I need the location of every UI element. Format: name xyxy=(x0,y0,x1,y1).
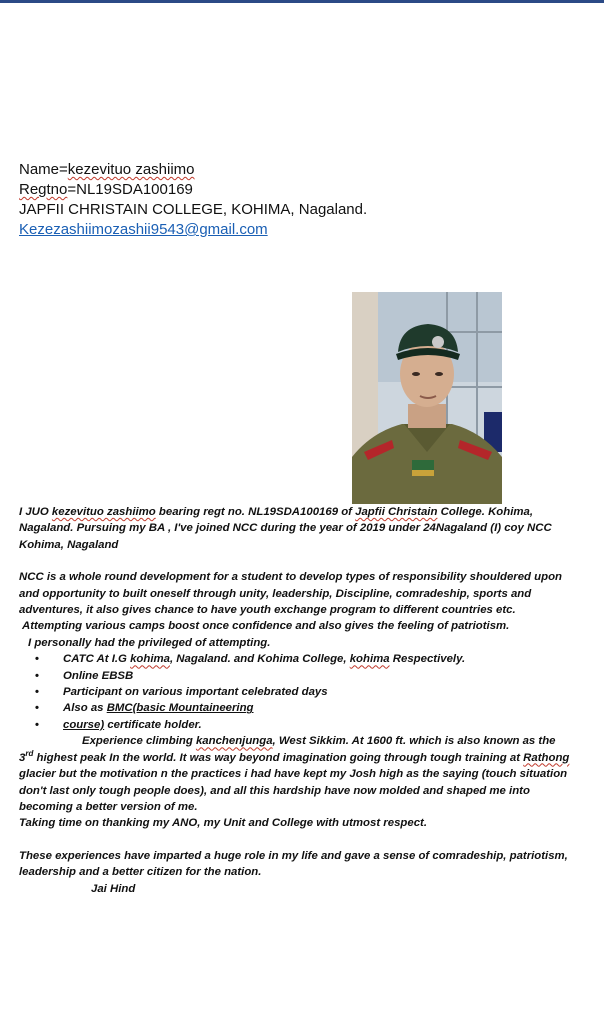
college-line: JAPFII CHRISTAIN COLLEGE, KOHIMA, Nagaland. xyxy=(19,201,368,218)
cadet-photo xyxy=(352,292,502,504)
contact-header xyxy=(19,160,367,240)
name-line: Name=kezevituo zashiimo xyxy=(19,161,195,178)
list-item: • CATC At I.G kohima, Nagaland. and Kohima College, kohima Respectively. xyxy=(19,651,579,667)
regtno-line: Regtno=NL19SDA100169 xyxy=(19,181,193,198)
list-item: • Online EBSB xyxy=(19,668,579,684)
top-rule xyxy=(0,0,604,3)
list-item: • Also as BMC(basic Mountaineering xyxy=(19,700,579,716)
list-item: • course) certificate holder. xyxy=(19,717,579,733)
list-item: • Participant on various important celebrated days xyxy=(19,684,579,700)
thanks-line: Taking time on thanking my ANO, my Unit and College with utmost respect. xyxy=(19,817,427,830)
camps-line: Attempting various camps boost once confidence and also gives the feeling of patriotism. xyxy=(22,620,510,633)
regtno-value: =NL19SDA100169 xyxy=(67,181,193,198)
intro-paragraph: I JUO kezevituo zashiimo bearing regt no. NL19SDA100169 of Japfii Christain College. Kohima, Nagaland. Pursuing my BA , I've joined NCC during the year of 2019 under 24Nagaland (I) coy NCC Kohima, Nagaland xyxy=(19,506,552,551)
email-line xyxy=(19,220,367,240)
statement-body xyxy=(19,504,579,897)
closing-paragraph: These experiences have imparted a huge role in my life and gave a sense of comradeship, patriotism, leadership and a better citizen for the nation. xyxy=(19,849,568,879)
ncc-paragraph: NCC is a whole round development for a student to develop types of responsibility shouldered upon and opportunity to built oneself through unity, leadership, Discipline, comradeship, sports and adventures, it also gives chance to have youth exchange program to different countries etc. xyxy=(19,571,563,617)
name-value: kezevituo zashiimo xyxy=(67,161,195,178)
activities-list xyxy=(19,651,579,733)
privileged-line: I personally had the privileged of attempting. xyxy=(28,636,271,649)
cadet-photo-illustration xyxy=(352,292,502,504)
experience-paragraph: Experience climbing kanchenjunga, West Sikkim. At 1600 ft. which is also known as the 3rd highest peak In the world. It was way beyond imagination going through tough training at Rathong glacier but the motivation n the practices i had have kept my Josh high as the saying (touch situation don't last only tough people does), and all this hardship have now molded and shaped me into becoming a better version of me. xyxy=(19,735,570,813)
email-link[interactable]: Kezezashiimozashii9543@gmail.com xyxy=(19,221,268,238)
signoff: Jai Hind xyxy=(91,882,136,895)
